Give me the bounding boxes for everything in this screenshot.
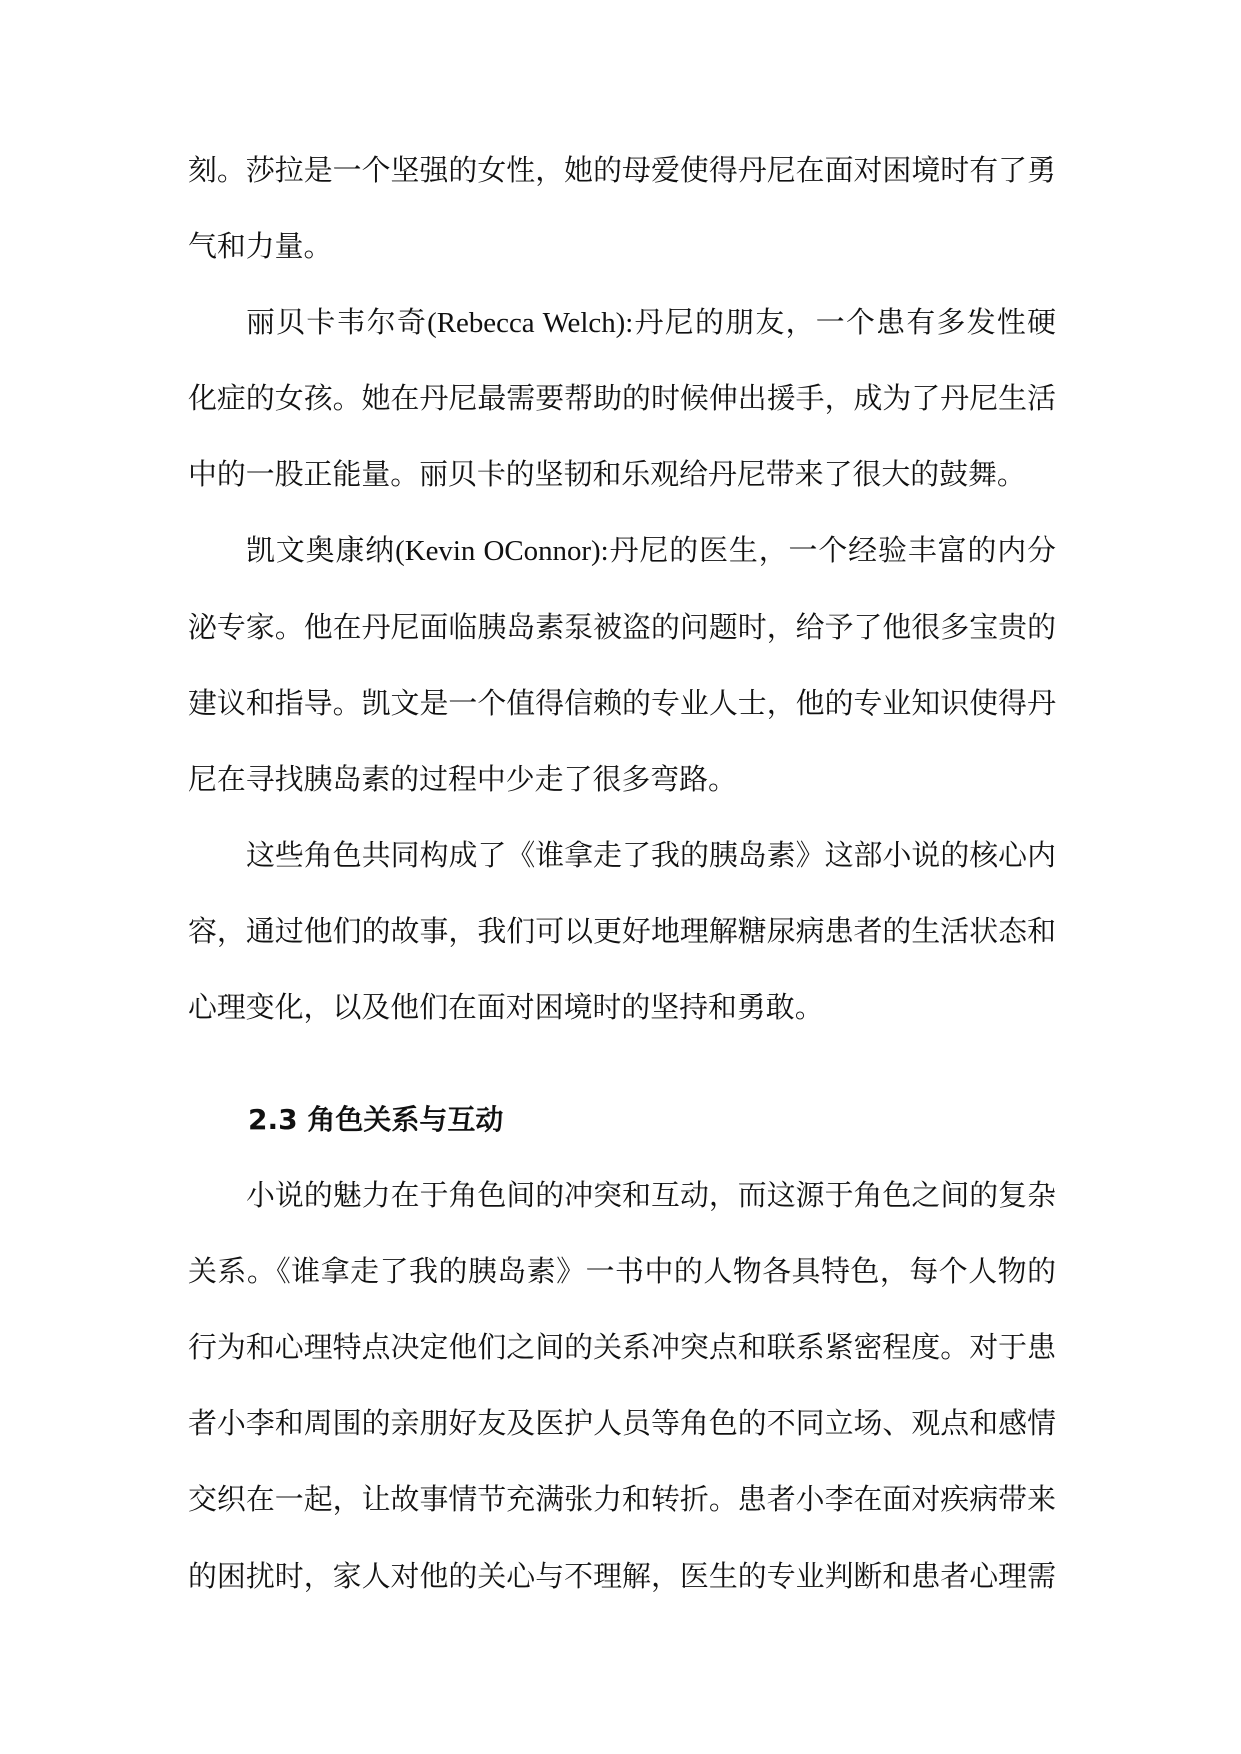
body-text-lower	[188, 1047, 1056, 1615]
text-line: 中的一股正能量。丽贝卡的坚韧和乐观给丹尼带来了很大的鼓舞。	[188, 459, 1026, 492]
paragraph-continuation	[188, 133, 1056, 285]
paragraph-kevin-oconnor	[188, 513, 1056, 817]
body-text-upper	[188, 133, 1056, 1046]
text-line: 心理变化，以及他们在面对困境时的坚持和勇敢。	[188, 992, 824, 1025]
text-line: 丽贝卡韦尔奇(Rebecca Welch):丹尼的朋友，一个患有多发性硬	[246, 307, 1056, 340]
section-heading: 2.3 角色关系与互动	[248, 1103, 504, 1136]
text-line: 尼在寻找胰岛素的过程中少走了很多弯路。	[188, 763, 737, 796]
text-line: 气和力量。	[188, 231, 333, 264]
text-line: 凯文奥康纳(Kevin OConnor):丹尼的医生，一个经验丰富的内分	[246, 535, 1056, 568]
text-line: 这些角色共同构成了《谁拿走了我的胰岛素》这部小说的核心内	[246, 839, 1056, 872]
text-line: 关系。《谁拿走了我的胰岛素》一书中的人物各具特色，每个人物的	[188, 1256, 1056, 1289]
text-line: 小说的魅力在于角色间的冲突和互动，而这源于角色之间的复杂	[246, 1180, 1056, 1213]
paragraph-rebecca-welch	[188, 285, 1056, 513]
text-line: 容，通过他们的故事，我们可以更好地理解糖尿病患者的生活状态和	[188, 915, 1056, 948]
text-line: 的困扰时，家人对他的关心与不理解，医生的专业判断和患者心理需	[188, 1560, 1056, 1593]
text-line: 交织在一起，让故事情节充满张力和转折。患者小李在面对疾病带来	[188, 1484, 1056, 1517]
text-line: 行为和心理特点决定他们之间的关系冲突点和联系紧密程度。对于患	[188, 1332, 1056, 1365]
text-line: 建议和指导。凯文是一个值得信赖的专业人士，他的专业知识使得丹	[188, 687, 1056, 720]
text-line: 化症的女孩。她在丹尼最需要帮助的时候伸出援手，成为了丹尼生活	[188, 383, 1056, 416]
text-line: 者小李和周围的亲朋好友及医护人员等角色的不同立场、观点和感情	[188, 1408, 1056, 1441]
paragraph-summary	[188, 818, 1056, 1046]
paragraph-character-relations	[188, 1158, 1056, 1615]
text-line: 刻。莎拉是一个坚强的女性，她的母爱使得丹尼在面对困境时有了勇	[188, 155, 1056, 187]
text-line: 泌专家。他在丹尼面临胰岛素泵被盗的问题时，给予了他很多宝贵的	[188, 611, 1056, 644]
